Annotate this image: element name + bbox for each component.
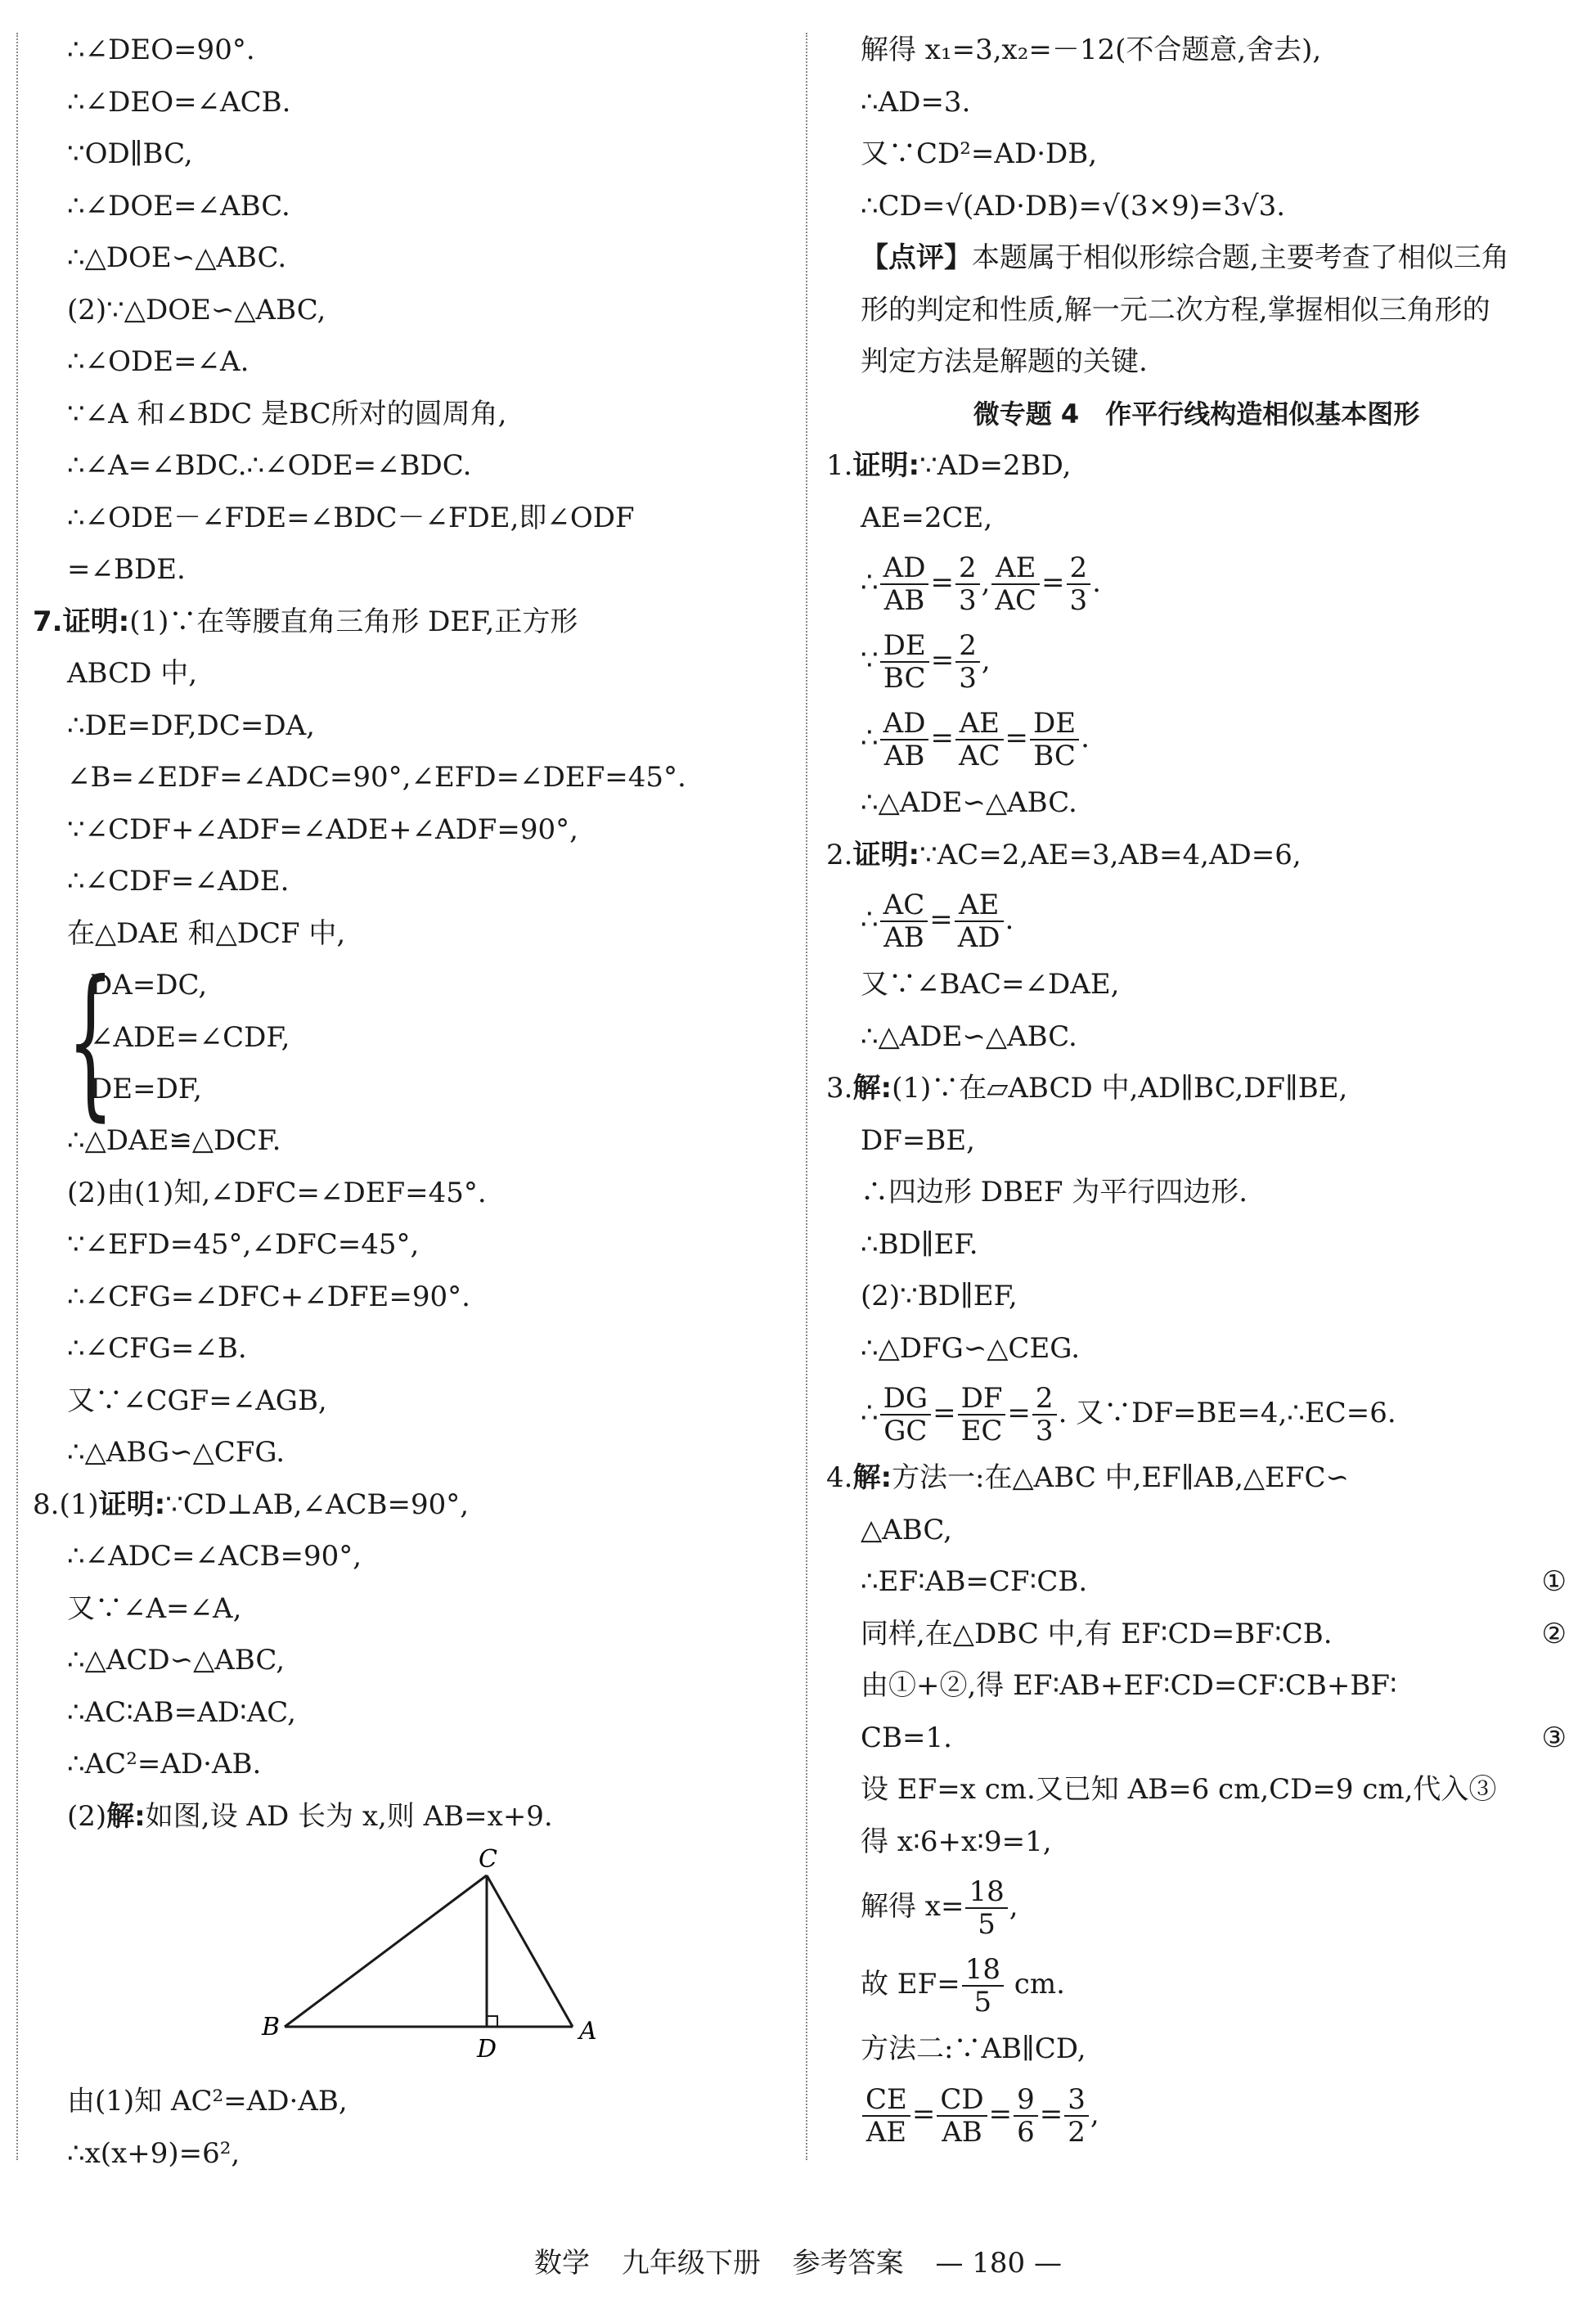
solution-line: ∴∠ODE=∠A. — [67, 345, 250, 378]
p1-frac-line3: ∴ $\frac{AD}{AB}$ = $\frac{AE}{AC}$ = $\frac{DE}{BC}$ . — [861, 707, 1090, 772]
q7-line: ∴△ABG∽△CFG. — [67, 1436, 285, 1469]
q7-line: (2)由(1)知,∠DFC=∠DEF=45°. — [67, 1176, 487, 1209]
equation-number: ① — [1541, 1565, 1567, 1598]
q8-part2-label: 解: — [106, 1799, 146, 1833]
solution-line: ∴∠DEO=90°. — [67, 34, 255, 66]
q8-first-line: ∵CD⊥AB,∠ACB=90°, — [165, 1488, 470, 1521]
label-a: A — [579, 2017, 597, 2046]
q8-part2-prefix: (2) — [67, 1799, 107, 1833]
comment-line-2: 形的判定和性质,解一元二次方程,掌握相似三角形的 — [861, 293, 1490, 326]
q7-line: ∵∠EFD=45°,∠DFC=45°, — [67, 1228, 420, 1261]
q8-line: ∴AC²=AD·AB. — [67, 1748, 262, 1780]
q7-line: ∴∠CFG=∠B. — [67, 1332, 247, 1365]
p4-header: 4.解:方法一:在△ABC 中,EF∥AB,△EFC∽ — [826, 1461, 1349, 1494]
p4-method2: 方法二:∵AB∥CD, — [861, 2032, 1086, 2065]
q8-part1-prefix: (1) — [59, 1488, 99, 1521]
q8-line: ∴x(x+9)=6², — [67, 2136, 241, 2170]
q7-line: ∠B=∠EDF=∠ADC=90°,∠EFD=∠DEF=45°. — [67, 761, 686, 794]
q7-system-line: DE=DF, — [90, 1073, 202, 1105]
q7-line: ∵∠CDF+∠ADF=∠ADE+∠ADF=90°, — [67, 812, 578, 846]
p2-line: 又∵∠BAC=∠DAE, — [861, 968, 1120, 1001]
equation-number: ③ — [1541, 1721, 1567, 1754]
p2-frac-line: ∴ $\frac{AC}{AB}$ = $\frac{AE}{AD}$ . — [861, 889, 1014, 954]
p3-frac-line: ∴ $\frac{DG}{GC}$ = $\frac{DF}{EC}$ = $\frac{2}{3}$ . 又∵DF=BE=4,∴EC=6. — [861, 1382, 1396, 1447]
solution-line: ∴∠DOE=∠ABC. — [67, 189, 290, 223]
p4-line — [826, 1713, 1567, 1765]
q7-system-line: ∠ADE=∠CDF, — [90, 1020, 290, 1054]
triangle-diagram — [33, 1843, 785, 2076]
q7-line: ∴∠CDF=∠ADE. — [67, 865, 290, 898]
p4-answer-line: 故 EF= $\frac{18}{5}$ cm. — [861, 1953, 1065, 2019]
comment-line-1: 【点评】本题属于相似形综合题,主要考查了相似三角 — [861, 241, 1509, 274]
p3-line: (2)∵BD∥EF, — [861, 1280, 1018, 1312]
line-text: △ABC, — [861, 1513, 952, 1546]
p2-line: ∴△ADE∽△ABC. — [861, 1019, 1077, 1053]
p3-header: 3.解:(1)∵在▱ABCD 中,AD∥BC,DF∥BE, — [826, 1072, 1348, 1105]
q8-line: 由(1)知 AC²=AD·AB, — [67, 2085, 348, 2118]
q7-line: 在△DAE 和△DCF 中, — [67, 916, 346, 950]
segment-ca — [487, 1875, 573, 2027]
solution-line: ∴CD=√(AD·DB)=√(3×9)=3√3. — [861, 189, 1286, 223]
p2-header: 2.证明:∵AC=2,AE=3,AB=4,AD=6, — [826, 838, 1302, 871]
left-margin-rule — [16, 33, 18, 2160]
q7-label: 证明: — [62, 605, 130, 638]
solution-line: ∴∠A=∠BDC.∴∠ODE=∠BDC. — [67, 449, 472, 482]
solution-line: ∴△DOE∽△ABC. — [67, 241, 287, 274]
q7-line: ∴∠CFG=∠DFC+∠DFE=90°. — [67, 1280, 470, 1313]
solution-line: ∴AD=3. — [861, 85, 971, 119]
left-column — [33, 25, 785, 2180]
p4-final-frac: $\frac{CE}{AE}$ = $\frac{CD}{AB}$ = $\frac{9}{6}$ = $\frac{3}{2}$ , — [826, 2076, 1567, 2154]
solution-line: ∵∠A 和∠BDC 是BC所对的圆周角, — [67, 397, 507, 430]
p1-label: 证明: — [852, 449, 920, 482]
p3-line: ∴△DFG∽△CEG. — [861, 1331, 1081, 1365]
p1-frac-line2: ∵ $\frac{DE}{BC}$ = $\frac{2}{3}$ , — [861, 629, 991, 695]
line-text: 得 x∶6+x∶9=1, — [861, 1825, 1052, 1858]
q7-system — [33, 946, 785, 1136]
q7-line: ∴DE=DF,DC=DA, — [67, 709, 315, 742]
q8-number: 8. — [33, 1488, 60, 1521]
q7-line: ABCD 中, — [67, 657, 198, 690]
q7-line: 又∵∠CGF=∠AGB, — [67, 1384, 327, 1417]
q8-part2 — [33, 1791, 785, 1843]
footer-section: 参考答案 — [792, 2247, 904, 2280]
segment-bc — [285, 1875, 487, 2027]
label-d: D — [477, 2035, 497, 2064]
page-footer — [0, 2240, 1596, 2280]
q8-line: ∴∠ADC=∠ACB=90°, — [67, 1540, 362, 1573]
right-column — [826, 25, 1567, 2154]
q8-part2-text: 如图,设 AD 长为 x,则 AB=x+9. — [145, 1799, 553, 1833]
p1-line2: AE=2CE, — [861, 501, 993, 534]
p4-line — [826, 1609, 1567, 1661]
line-text: 由①+②,得 EF∶AB+EF∶CD=CF∶CB+BF∶ — [861, 1669, 1397, 1702]
p3-line: ∴四边形 DBEF 为平行四边形. — [861, 1176, 1248, 1209]
q7-number: 7. — [33, 605, 63, 638]
system-brace: { — [67, 946, 115, 1136]
q7-header — [33, 596, 785, 649]
q7-system-line: DA=DC, — [90, 969, 208, 1001]
q7-first-line: (1)∵在等腰直角三角形 DEF,正方形 — [129, 605, 578, 638]
p4-line — [826, 1764, 1567, 1816]
line-text: CB=1. — [861, 1721, 952, 1754]
p4-line — [826, 1505, 1567, 1557]
solution-line: ∴∠ODE－∠FDE=∠BDC－∠FDE,即∠ODF — [67, 501, 635, 534]
column-divider — [806, 33, 807, 2160]
p1-frac-line1: ∴ $\frac{AD}{AB}$ = $\frac{2}{3}$ , $\frac{AE}{AC}$ = $\frac{2}{3}$ . — [861, 551, 1101, 617]
p4-line — [826, 1816, 1567, 1869]
footer-page-number: — 180 — — [935, 2247, 1062, 2280]
section-title: 微专题 4 作平行线构造相似基本图形 — [973, 398, 1420, 430]
p3-line: DF=BE, — [861, 1123, 975, 1157]
p4-solve-line: 解得 x= $\frac{18}{5}$ , — [861, 1875, 1018, 1941]
q8-line: 又∵∠A=∠A, — [67, 1591, 242, 1625]
comment-line-3: 判定方法是解题的关键. — [861, 345, 1148, 378]
solution-line: 解得 x₁=3,x₂=－12(不合题意,舍去), — [861, 34, 1322, 66]
p1-number: 1. — [826, 449, 853, 482]
p1-header: 1.证明:∵AD=2BD, — [826, 449, 1072, 482]
p4-line — [826, 1660, 1567, 1713]
q8-line: ∴△ACD∽△ABC, — [67, 1644, 285, 1677]
p4-line — [826, 1556, 1567, 1609]
solution-line: ∴∠DEO=∠ACB. — [67, 85, 291, 119]
solution-line: (2)∵△DOE∽△ABC, — [67, 293, 326, 326]
comment-label: 【点评】 — [861, 241, 972, 274]
equation-number: ② — [1541, 1617, 1567, 1650]
q8-label: 证明: — [98, 1488, 166, 1521]
footer-subject: 数学 — [534, 2247, 591, 2280]
footer-grade: 九年级下册 — [621, 2247, 761, 2280]
q8-header — [33, 1479, 785, 1532]
line-text: ∴EF∶AB=CF∶CB. — [861, 1565, 1088, 1598]
label-b: B — [262, 2013, 281, 2041]
q7-line: ∴△DAE≌△DCF. — [67, 1124, 281, 1157]
label-c: C — [479, 1845, 497, 1874]
solution-line: =∠BDE. — [67, 553, 186, 586]
solution-line: ∵OD∥BC, — [67, 137, 193, 170]
line-text: 同样,在△DBC 中,有 EF∶CD=BF∶CB. — [861, 1617, 1333, 1650]
p3-line: ∴BD∥EF. — [861, 1227, 978, 1261]
triangle-figure — [33, 1843, 785, 2076]
solution-line: 又∵CD²=AD·DB, — [861, 137, 1098, 170]
q8-line: ∴AC∶AB=AD∶AC, — [67, 1695, 296, 1729]
p1-last-line: ∴△ADE∽△ABC. — [861, 786, 1077, 819]
right-angle-mark — [487, 2016, 497, 2027]
line-text: 设 EF=x cm.又已知 AB=6 cm,CD=9 cm,代入③ — [861, 1773, 1497, 1806]
